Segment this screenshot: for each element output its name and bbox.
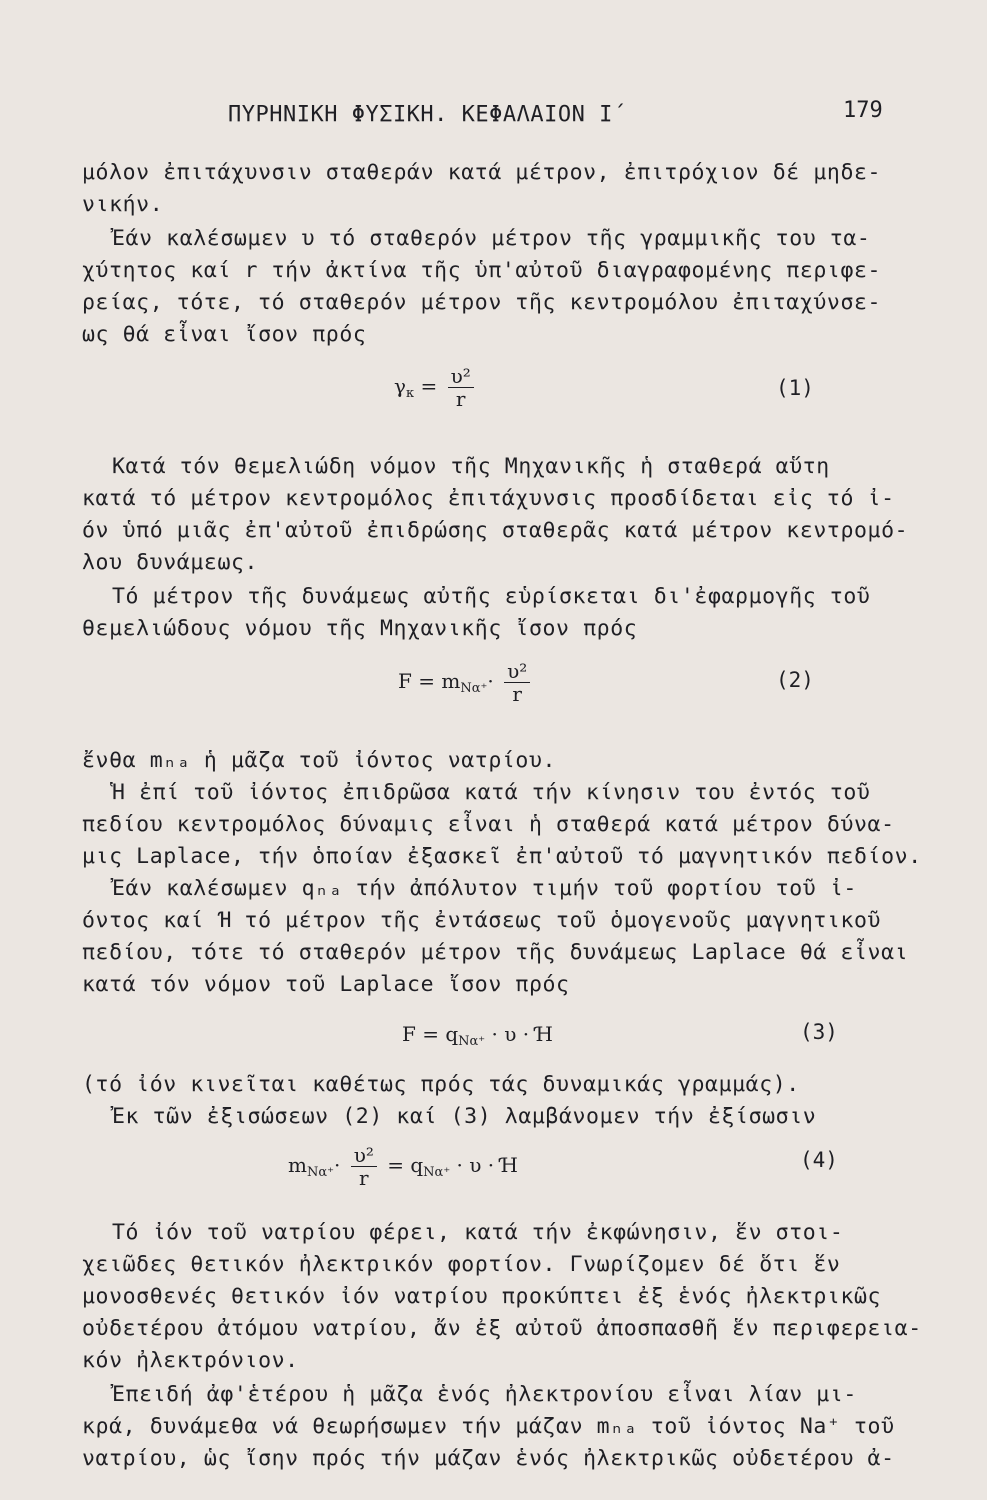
text-line: κατά τό μέτρον κεντρομόλος ἐπιτάχυνσις προσδίδεται εἰς τό ἰ- [82,486,895,511]
eq3-rest: · υ · Ɦ [485,1022,553,1046]
equation-3 [402,1022,553,1049]
text-line: Κατά τόν θεμελιώδη νόμον τῆς Μηχανικῆς ἡ σταθερά αὕτη [112,454,830,479]
eq1-op: = [420,374,438,398]
equation-1-label: (1) [776,376,814,400]
eq1-den: r [455,387,466,411]
eq2-mass-sub: Nα⁺ [460,681,488,696]
text-line: μονοσθενές θετικόν ἰόν νατρίου προκύπτει ἐξ ἑνός ἠλεκτρικῶς [82,1284,882,1309]
text-line: ρείας, τότε, τό σταθερόν μέτρον τῆς κεντρομόλου ἐπιταχύνσε- [82,290,882,315]
text-line: πεδίου κεντρομόλος δύναμις εἶναι ἡ σταθερά κατά μέτρον δύνα- [82,812,895,837]
eq4-m: m [288,1153,307,1177]
text-line: ως θά εἶναι ἴσον πρός [82,322,367,347]
text-line: όν ὑπό μιᾶς ἐπ'αὐτοῦ ἐπιδρώσης σταθερᾶς κατά μέτρον κεντρομό- [82,518,909,543]
text-line: χύτητος καί r τήν ἀκτίνα τῆς ὑπ'αὐτοῦ διαγραφομένης περιφε- [82,258,882,283]
text-line: θεμελιώδους νόμου τῆς Μηχανικῆς ἴσον πρός [82,616,638,641]
eq2-den: r [512,682,522,706]
eq2-dot: · [487,669,494,693]
text-line: όντος καί Ɦ τό μέτρον τῆς ἐντάσεως τοῦ ὁμογενοῦς μαγνητικοῦ [82,908,882,933]
text-line: πεδίου, τότε τό σταθερόν μέτρον τῆς δυνάμεως Laplace θά εἶναι [82,940,909,965]
equation-2 [398,660,534,705]
eq2-op: = [418,669,436,693]
text-line: οὐδετέρου ἀτόμου νατρίου, ἄν ἐξ αὐτοῦ ἀποσπασθῆ ἕν περιφερεια- [82,1316,922,1341]
text-line: Ἐπειδή ἀφ'ἑτέρου ἡ μᾶζα ἑνός ἠλεκτρονίου εἶναι λίαν μι- [112,1382,857,1407]
eq4-rest: · υ · Ɦ [450,1153,518,1177]
eq4-m-sub: Nα⁺ [306,1165,334,1180]
eq3-sub: Nα⁺ [458,1034,486,1049]
eq4-rhs: = q [387,1153,424,1177]
text-line: Ἐάν καλέσωμεν υ τό σταθερόν μέτρον τῆς γραμμικῆς του τα- [112,226,871,251]
eq1-lhs: γ [394,374,406,398]
text-line: κατά τόν νόμον τοῦ Laplace ἴσον πρός [82,972,570,997]
eq4-fraction [351,1144,377,1189]
eq1-fraction [448,365,474,410]
text-line: Ἐάν καλέσωμεν qₙₐ τήν ἀπόλυτον τιμήν τοῦ φορτίου τοῦ ἰ- [112,876,857,901]
text-line: Τό ἰόν τοῦ νατρίου φέρει, κατά τήν ἐκφώνησιν, ἕν στοι- [112,1220,844,1245]
eq4-rhs-sub: Nα⁺ [423,1165,451,1180]
eq2-lhs: F [398,669,412,693]
eq2-num: υ² [504,660,530,683]
text-line: (τό ἰόν κινεῖται καθέτως πρός τάς δυναμικάς γραμμάς). [82,1072,800,1097]
running-title: ΠΥΡΗΝΙΚΗ ΦΥΣΙΚΗ. ΚΕΦΑΛΑΙΟΝ Ι΄ [228,102,627,127]
text-line: ἔνθα mₙₐ ἡ μᾶζα τοῦ ἰόντος νατρίου. [82,748,557,773]
text-line: Τό μέτρον τῆς δυνάμεως αὐτῆς εὑρίσκεται δι'ἐφαρμογῆς τοῦ [112,584,871,609]
equation-2-label: (2) [776,668,814,692]
text-line: λου δυνάμεως. [82,550,259,575]
page-number: 179 [843,98,883,123]
text-line: νατρίου, ὡς ἴσην πρός τήν μάζαν ἑνός ἠλεκτρικῶς οὐδετέρου ἀ- [82,1446,895,1471]
page-header [0,98,987,138]
equation-4-label: (4) [800,1148,838,1172]
eq4-den: r [359,1166,369,1190]
equation-1 [394,365,478,410]
text-line: χειῶδες θετικόν ἠλεκτρικόν φορτίον. Γνωρίζομεν δέ ὅτι ἕν [82,1252,841,1277]
eq1-lhs-sub: κ [405,386,415,401]
eq1-num: υ² [448,365,474,388]
text-line: νικήν. [82,192,164,217]
text-line: μόλον ἐπιτάχυνσιν σταθεράν κατά μέτρον, ἐπιτρόχιον δέ μηδε- [82,160,882,185]
text-line: κόν ἠλεκτρόνιον. [82,1348,299,1373]
equation-3-label: (3) [800,1020,838,1044]
equation-4: $m_{N\alpha^+}\cdot$ $\frac{\text{υ²}}{r}$ = $q_{N\alpha^+} \cdot \upsilon$ · Ɦ [288,1143,518,1190]
text-line: Ἐκ τῶν ἐξισώσεων (2) καί (3) λαμβάνομεν τήν ἐξίσωσιν [112,1104,817,1129]
text-line: μις Laplace, τήν ὁποίαν ἐξασκεῖ ἐπ'αὐτοῦ τό μαγνητικόν πεδίον. [82,844,922,869]
eq3-text: F = q [402,1022,459,1046]
text-line: κρά, δυνάμεθα νά θεωρήσωμεν τήν μάζαν mₙₐ τοῦ ἰόντος Na⁺ τοῦ [82,1414,895,1439]
eq2-fraction [504,660,530,705]
text-line: Ἡ ἐπί τοῦ ἰόντος ἐπιδρῶσα κατά τήν κίνησιν του ἐντός τοῦ [112,780,871,805]
eq4-num: υ² [351,1144,377,1167]
eq2-mass: m [441,669,461,693]
